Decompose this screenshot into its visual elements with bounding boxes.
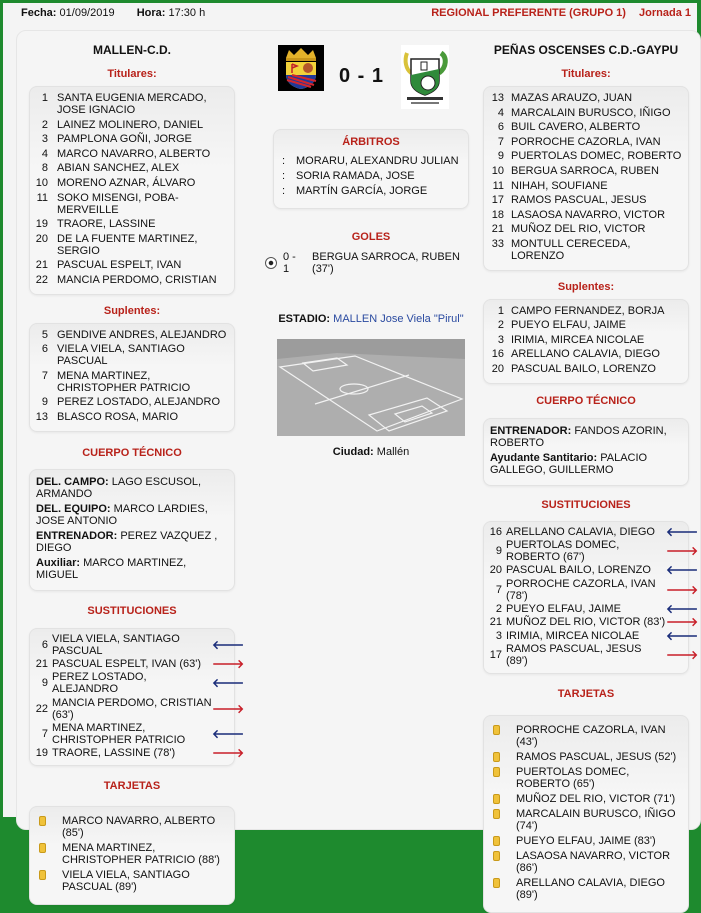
arrow-left-icon: 🡐 (212, 676, 245, 691)
player-name[interactable]: DE LA FUENTE MARTINEZ, SERGIO (57, 232, 198, 257)
player-name[interactable]: MANCIA PERDOMO, CRISTIAN (63') (52, 696, 212, 721)
player-name[interactable]: RAMOS PASCUAL, JESUS (511, 194, 647, 207)
stadium-link[interactable]: MALLEN Jose Viela "Pirul" (333, 313, 464, 325)
player-name[interactable]: VIELA VIELA, SANTIAGO PASCUAL (52, 632, 180, 657)
player-number: 3 (497, 333, 504, 346)
date-value: 01/09/2019 (59, 7, 115, 19)
player-row[interactable] (30, 177, 234, 189)
referee-name: MORARU, ALEXANDRU JULIAN (296, 155, 459, 167)
yellow-card-icon (39, 870, 46, 880)
player-row[interactable] (30, 259, 234, 271)
player-name[interactable]: PUEYO ELFAU, JAIME (83') (516, 834, 656, 847)
jornada[interactable]: Jornada 1 (639, 7, 691, 19)
player-name[interactable]: PAMPLONA GOÑI, JORGE (57, 133, 192, 146)
player-number: 21 (35, 657, 48, 670)
player-row[interactable] (484, 348, 688, 360)
referee-row (282, 185, 460, 197)
player-name[interactable]: PASCUAL BAILO, LORENZO (506, 564, 651, 577)
home-changes-title: SUSTITUCIONES (87, 604, 177, 617)
player-number: 20 (35, 232, 48, 245)
player-number: 9 (497, 150, 504, 163)
player-name[interactable]: MARCALAIN BURUSCO, IÑIGO (511, 106, 671, 119)
staff-name: PEREZ VAZQUEZ , DIEGO (36, 529, 218, 554)
away-subs-list (483, 299, 689, 384)
player-number: 21 (35, 259, 48, 272)
staff-row (36, 476, 228, 500)
page-frame (3, 3, 699, 901)
staff-name: PALACIO GALLEGO, GUILLERMO (490, 451, 648, 476)
card-row (484, 850, 688, 874)
arrow-right-icon: 🡒 (666, 615, 699, 630)
player-number: 9 (495, 544, 502, 557)
home-starters-title: Titulares: (107, 68, 157, 80)
card-row (484, 766, 688, 790)
staff-name: MARCO MARTINEZ, MIGUEL (36, 556, 187, 581)
player-number: 16 (489, 525, 502, 538)
away-team-name[interactable]: PEÑAS OSCENSES C.D.-GAYPU (493, 43, 679, 57)
referee-separator: : (282, 155, 286, 167)
arrow-left-icon: 🡐 (212, 637, 245, 652)
home-staff-list (29, 469, 235, 591)
player-number: 6 (41, 343, 48, 356)
goal-score: 0 - 1 (283, 251, 296, 275)
player-name[interactable]: MENA MARTINEZ, CHRISTOPHER PATRICIO (88') (62, 841, 220, 866)
card-row (484, 724, 688, 748)
goal-scorer[interactable]: BERGUA SARROCA, RUBEN (37') (312, 251, 460, 275)
player-name[interactable]: GENDIVE ANDRES, ALEJANDRO (57, 328, 227, 341)
referee-row (282, 155, 460, 167)
player-number: 11 (36, 191, 48, 204)
player-name[interactable]: CAMPO FERNANDEZ, BORJA (511, 304, 665, 317)
player-number: 5 (41, 328, 48, 341)
player-name[interactable]: MARCO NAVARRO, ALBERTO (85') (62, 814, 216, 839)
staff-role: ENTRENADOR: (36, 529, 118, 542)
player-number: 16 (491, 348, 504, 361)
substitution-row[interactable] (484, 615, 699, 630)
player-number: 19 (35, 218, 48, 231)
player-name[interactable]: SOKO MISENGI, POBA-MERVEILLE (57, 191, 179, 216)
player-row[interactable] (30, 133, 234, 145)
home-staff-title: CUERPO TÉCNICO (82, 446, 182, 459)
away-starters-list (483, 86, 689, 271)
score: 0 - 1 (339, 65, 385, 87)
player-name[interactable]: PEREZ LOSTADO, ALEJANDRO (57, 396, 221, 409)
yellow-card-icon (493, 767, 500, 777)
player-row[interactable] (30, 396, 234, 408)
substitution-row[interactable] (484, 538, 699, 563)
staff-name: MARCO LARDIES, JOSE ANTONIO (36, 502, 208, 527)
player-row[interactable] (484, 363, 688, 375)
substitution-row[interactable] (30, 671, 245, 696)
arrow-left-icon: 🡐 (666, 524, 699, 539)
player-row[interactable] (484, 180, 688, 192)
arrow-left-icon: 🡐 (212, 727, 245, 742)
match-center-column (265, 31, 477, 458)
home-team-name[interactable]: MALLEN-C.D. (93, 43, 171, 57)
date-label: Fecha: (21, 7, 57, 19)
player-name[interactable]: MARCO NAVARRO, ALBERTO (57, 147, 211, 160)
player-name[interactable]: PUERTOLAS DOMEC, ROBERTO (65') (516, 765, 630, 790)
substitution-row[interactable] (30, 722, 245, 747)
away-cards-title: TARJETAS (557, 687, 615, 700)
player-number: 6 (497, 121, 504, 134)
arrow-right-icon: 🡒 (666, 543, 699, 558)
player-name[interactable]: ARELLANO CALAVIA, DIEGO (89') (516, 876, 665, 901)
competition-name[interactable]: REGIONAL PREFERENTE (GRUPO 1) (431, 7, 626, 19)
away-cards-list (483, 715, 689, 913)
player-name[interactable]: LASAOSA NAVARRO, VICTOR (86') (516, 849, 671, 874)
player-number: 4 (41, 147, 48, 160)
home-cards-list (29, 806, 235, 905)
player-row[interactable] (484, 165, 688, 177)
player-row[interactable] (484, 319, 688, 331)
player-number: 20 (491, 362, 504, 375)
player-name[interactable]: VIELA VIELA, SANTIAGO PASCUAL (57, 343, 185, 368)
away-staff-list (483, 418, 689, 486)
player-name[interactable]: MANCIA PERDOMO, CRISTIAN (57, 273, 217, 286)
player-name[interactable]: PUEYO ELFAU, JAIME (506, 603, 621, 616)
player-name[interactable]: MENA MARTINEZ, CHRISTOPHER PATRICIO (57, 369, 191, 394)
goals-title: GOLES (351, 231, 391, 243)
arrow-right-icon: 🡒 (212, 701, 245, 716)
stadium-label: ESTADIO: (278, 313, 331, 325)
player-number: 17 (489, 649, 502, 662)
home-team-crest-icon[interactable] (278, 45, 324, 91)
city-label: Ciudad: (332, 446, 374, 458)
arrow-left-icon: 🡐 (666, 602, 699, 617)
away-changes-title: SUSTITUCIONES (541, 498, 631, 511)
player-name[interactable]: PORROCHE CAZORLA, IVAN (43') (516, 723, 666, 748)
arrow-right-icon: 🡒 (212, 656, 245, 671)
yellow-card-icon (493, 794, 500, 804)
substitution-row[interactable] (484, 602, 699, 617)
soccer-ball-icon (265, 257, 277, 269)
home-subs-title: Suplentes: (103, 304, 161, 317)
player-number: 3 (495, 629, 502, 642)
card-row (484, 808, 688, 832)
substitution-row[interactable] (30, 632, 245, 657)
player-row[interactable] (484, 238, 688, 262)
player-name[interactable]: MUÑOZ DEL RIO, VICTOR (511, 223, 646, 236)
referee-separator: : (282, 170, 286, 182)
substitution-row[interactable] (30, 696, 245, 721)
arrow-left-icon: 🡐 (666, 628, 699, 643)
player-row[interactable] (484, 92, 688, 104)
substitution-row[interactable] (484, 577, 699, 602)
referee-name: SORIA RAMADA, JOSE (296, 170, 415, 182)
referee-name: MARTÍN GARCÍA, JORGE (296, 185, 428, 197)
player-row[interactable] (30, 233, 234, 257)
player-name[interactable]: BLASCO ROSA, MARIO (57, 410, 179, 423)
player-name[interactable]: ABIAN SANCHEZ, ALEX (57, 162, 180, 175)
player-row[interactable] (30, 148, 234, 160)
player-number: 18 (491, 208, 504, 221)
player-row[interactable] (484, 209, 688, 221)
referees-box (273, 129, 469, 209)
player-number: 8 (41, 162, 48, 175)
player-number: 7 (41, 369, 48, 382)
match-info-bar (3, 3, 697, 23)
player-number: 19 (35, 747, 48, 760)
away-team-column (483, 31, 699, 913)
player-number: 22 (35, 273, 48, 286)
player-row[interactable] (484, 194, 688, 206)
substitution-row[interactable] (484, 643, 699, 668)
player-name[interactable]: PUEYO ELFAU, JAIME (511, 319, 626, 332)
player-number: 17 (491, 194, 504, 207)
staff-row (36, 557, 228, 581)
player-row[interactable] (30, 370, 234, 394)
yellow-card-icon (493, 725, 500, 735)
player-number: 33 (491, 237, 504, 250)
yellow-card-icon (493, 836, 500, 846)
player-name[interactable]: BUIL CAVERO, ALBERTO (511, 121, 641, 134)
player-name[interactable]: TRAORE, LASSINE (78') (52, 747, 176, 760)
player-number: 11 (492, 179, 504, 192)
player-number: 20 (489, 564, 502, 577)
home-cards-title: TARJETAS (103, 779, 161, 792)
player-number: 6 (41, 638, 48, 651)
player-number: 9 (41, 396, 48, 409)
goal-row (265, 251, 477, 275)
player-name[interactable]: LASAOSA NAVARRO, VICTOR (511, 208, 666, 221)
player-name[interactable]: MUÑOZ DEL RIO, VICTOR (71') (516, 792, 676, 805)
player-name[interactable]: BERGUA SARROCA, RUBEN (511, 164, 659, 177)
staff-role: Ayudante Santitario: (490, 451, 598, 464)
player-name[interactable]: MORENO AZNAR, ÁLVARO (57, 176, 196, 189)
card-row (484, 751, 688, 763)
player-number: 7 (495, 583, 502, 596)
player-row[interactable] (484, 107, 688, 119)
player-row[interactable] (484, 223, 688, 235)
player-row[interactable] (30, 274, 234, 286)
player-number: 22 (35, 702, 48, 715)
player-number: 13 (35, 410, 48, 423)
card-row (484, 877, 688, 901)
player-row[interactable] (30, 411, 234, 423)
player-name[interactable]: MUÑOZ DEL RIO, VICTOR (83') (506, 616, 666, 629)
player-name[interactable]: ARELLANO CALAVIA, DIEGO (506, 525, 655, 538)
home-starters-list (29, 86, 235, 295)
arrow-left-icon: 🡐 (666, 563, 699, 578)
arrow-right-icon: 🡒 (212, 746, 245, 761)
time-value: 17:30 h (168, 7, 206, 19)
away-team-crest-icon[interactable] (401, 45, 449, 109)
card-row (30, 869, 234, 893)
card-row (484, 835, 688, 847)
player-name[interactable]: PASCUAL ESPELT, IVAN (63') (52, 657, 202, 670)
card-row (484, 793, 688, 805)
player-row[interactable] (30, 92, 234, 116)
player-name[interactable]: IRIMIA, MIRCEA NICOLAE (506, 629, 640, 642)
staff-row (490, 452, 682, 476)
player-name[interactable]: TRAORE, LASSINE (57, 218, 156, 231)
card-row (30, 842, 234, 866)
substitution-row[interactable] (484, 524, 699, 539)
player-row[interactable] (484, 334, 688, 346)
player-name[interactable]: RAMOS PASCUAL, JESUS (52') (516, 750, 677, 763)
player-number: 7 (41, 728, 48, 741)
substitution-row[interactable] (484, 628, 699, 643)
yellow-card-icon (493, 809, 500, 819)
city-value: Mallén (376, 446, 410, 458)
away-changes-list (483, 521, 699, 674)
player-number: 7 (497, 135, 504, 148)
player-row[interactable] (484, 136, 688, 148)
staff-role: DEL. CAMPO: (36, 475, 109, 488)
player-name[interactable]: MAZAS ARAUZO, JUAN (511, 92, 633, 104)
player-name[interactable]: SANTA EUGENIA MERCADO, JOSE IGNACIO (57, 92, 207, 116)
home-team-column (29, 31, 245, 905)
staff-role: ENTRENADOR: (490, 424, 572, 437)
yellow-card-icon (493, 851, 500, 861)
player-number: 1 (41, 92, 48, 104)
stadium-info (265, 313, 477, 325)
time-label: Hora: (136, 7, 166, 19)
player-name[interactable]: MONTULL CERECEDA, LORENZO (511, 237, 631, 262)
player-number: 4 (497, 106, 504, 119)
stadium-pitch-image (277, 339, 465, 436)
player-name[interactable]: VIELA VIELA, SANTIAGO PASCUAL (89') (62, 868, 190, 893)
player-number: 13 (491, 92, 504, 104)
player-name[interactable]: ARELLANO CALAVIA, DIEGO (511, 348, 660, 361)
staff-row (490, 425, 682, 449)
yellow-card-icon (493, 752, 500, 762)
player-name[interactable]: PORROCHE CAZORLA, IVAN (78') (506, 577, 656, 602)
yellow-card-icon (39, 843, 46, 853)
player-name[interactable]: IRIMIA, MIRCEA NICOLAE (511, 333, 645, 346)
player-number: 1 (497, 304, 504, 317)
player-name[interactable]: NIHAH, SOUFIANE (511, 179, 608, 192)
staff-name: FANDOS AZORIN, ROBERTO (490, 424, 667, 449)
player-name[interactable]: PEREZ LOSTADO, ALEJANDRO (52, 671, 147, 696)
player-row[interactable] (30, 119, 234, 131)
staff-name: LAGO ESCUSOL, ARMANDO (36, 475, 202, 500)
player-number: 10 (491, 164, 504, 177)
city-info (265, 446, 477, 458)
player-number: 2 (495, 603, 502, 616)
staff-row (36, 503, 228, 527)
home-changes-list (29, 628, 245, 766)
player-row[interactable] (30, 343, 234, 367)
card-row (30, 815, 234, 839)
player-number: 2 (497, 319, 504, 332)
yellow-card-icon (39, 816, 46, 826)
player-row[interactable] (30, 162, 234, 174)
away-starters-title: Titulares: (561, 68, 611, 80)
referees-title: ÁRBITROS (342, 136, 400, 148)
player-name[interactable]: PUERTOLAS DOMEC, ROBERTO (511, 150, 682, 163)
player-row[interactable] (30, 218, 234, 230)
yellow-card-icon (493, 878, 500, 888)
player-name[interactable]: PORROCHE CAZORLA, IVAN (511, 135, 661, 148)
staff-role: DEL. EQUIPO: (36, 502, 111, 515)
away-subs-title: Suplentes: (557, 280, 615, 293)
home-subs-list (29, 323, 235, 432)
player-row[interactable] (30, 192, 234, 216)
player-number: 10 (35, 176, 48, 189)
player-row[interactable] (484, 305, 688, 317)
away-staff-title: CUERPO TÉCNICO (536, 394, 636, 407)
substitution-row[interactable] (484, 563, 699, 578)
player-number: 21 (491, 223, 504, 236)
player-row[interactable] (30, 329, 234, 341)
player-number: 21 (489, 616, 502, 629)
player-name[interactable]: MARCALAIN BURUSCO, IÑIGO (74') (516, 807, 676, 832)
date-time (21, 7, 205, 19)
staff-role: Auxiliar: (36, 556, 81, 569)
match-panel (16, 30, 701, 901)
arrow-right-icon: 🡒 (666, 582, 699, 597)
player-name[interactable]: RAMOS PASCUAL, JESUS (89') (506, 643, 642, 668)
player-name[interactable]: LAINEZ MOLINERO, DANIEL (57, 118, 204, 131)
player-number: 3 (41, 133, 48, 146)
staff-row (36, 530, 228, 554)
player-row[interactable] (484, 121, 688, 133)
arrow-right-icon: 🡒 (666, 648, 699, 663)
player-number: 9 (41, 677, 48, 690)
substitution-row[interactable] (30, 746, 245, 761)
referee-separator: : (282, 185, 286, 197)
player-name[interactable]: MENA MARTINEZ, CHRISTOPHER PATRICIO (52, 722, 186, 747)
substitution-row[interactable] (30, 656, 245, 671)
scoreboard (265, 31, 477, 111)
player-row[interactable] (484, 150, 688, 162)
player-name[interactable]: PASCUAL ESPELT, IVAN (57, 259, 182, 272)
referee-row (282, 170, 460, 182)
player-name[interactable]: PASCUAL BAILO, LORENZO (511, 362, 656, 375)
player-number: 2 (41, 118, 48, 131)
player-name[interactable]: PUERTOLAS DOMEC, ROBERTO (67') (506, 538, 620, 563)
competition-info (421, 7, 691, 19)
